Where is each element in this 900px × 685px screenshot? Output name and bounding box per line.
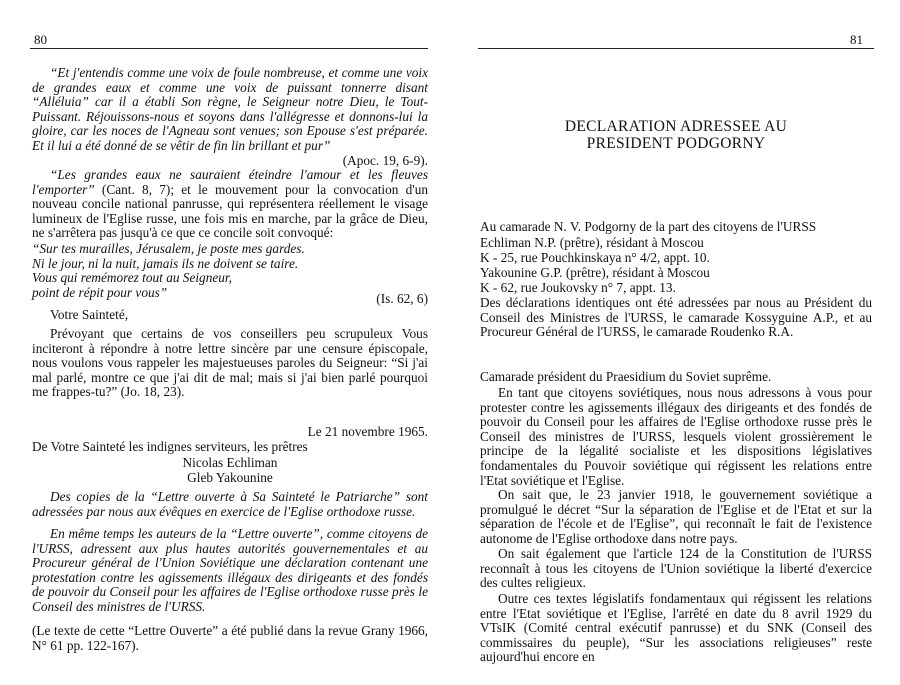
apocalypse-quote: [32, 66, 428, 168]
apocalypse-quote-text: “Et j'entendis comme une voix de foule nombreuse, et comme une voix de grandes eaux et comme une voix de puissant tonnerre disant “Alléluia” car il a établi Son règne, le Seigneur notre Dieu, le Tout-Puissant. Réjouissons-nous et soyons dans l'allégresse et donnons-lui la gloire, car les noces de l'Agneau sont venues; son Epouse s'est préparée. Et il lui a été donné de se vêtir de fin lin brillant et pur”: [32, 65, 428, 153]
address-intro: Au camarade N. V. Podgorny de la part des citoyens de l'URSS: [480, 219, 817, 234]
isaiah-poem: [32, 242, 428, 306]
isaiah-ref: (Is. 62, 6): [376, 290, 428, 306]
title-line-2: PRESIDENT PODGORNY: [586, 135, 766, 152]
poem-line-text: point de répit pour vous”: [32, 284, 168, 300]
address-line: K - 62, rue Joukovsky n° 7, appt. 13.: [480, 280, 676, 295]
apocalypse-quote-ref: (Apoc. 19, 6-9).: [342, 152, 428, 168]
letter-closing: De Votre Sainteté les indignes serviteurs, les prêtres: [32, 439, 308, 454]
letter-date: Le 21 novembre 1965.: [307, 424, 428, 439]
canticle-paragraph: [32, 168, 428, 241]
poem-line: Vous qui remémorez tout au Seigneur,: [32, 270, 232, 286]
address-line: Echliman N.P. (prêtre), résidant à Moscou: [480, 235, 704, 250]
copies-note: Des copies de la “Lettre ouverte à Sa Sainteté le Patriarche” sont adressées par nous aux évêques en exercice de l'Eglise orthodoxe russe.: [32, 489, 428, 519]
address-note: Des déclarations identiques ont été adressées par nous au Président du Conseil des Ministres de l'URSS, le camarade Kossyguine A.P., et au Procureur Général de l'URSS, le camarade Roudenko R.A.: [480, 295, 872, 340]
canticle-quote: “Les grandes eaux ne sauraient éteindre l'amour et les fleuves l'emporter”: [32, 167, 428, 197]
signatory-2: Gleb Yakounine: [187, 470, 273, 485]
signatory-1: Nicolas Echliman: [182, 455, 278, 470]
body-paragraph-4: Outre ces textes législatifs fondamentaux qui régissent les relations entre l'Etat soviétique et l'Eglise, l'arrêté en date du 8 avril 1929 du VTsIK (Comité central exécutif panrusse) et du SNK (Conseil des commissaires du peuple), “Sur les associations religieuses” reste aujourd'hui encore en: [480, 591, 872, 665]
body-paragraph-1: En tant que citoyens soviétiques, nous nous adressons à vous pour protester contre les agissements illégaux des dirigeants et des fondés de pouvoir du Conseil pour les affaires de l'Eglise orthodoxe russe près le Conseil des ministres de l'URSS, lesquels violent grossièrement le principe de la légalité socialiste et les dispositions législatives fondamentales du Pouvoir soviétique qui régissent les relations entre l'Etat soviétique et l'Eglise.: [480, 385, 872, 488]
forewarning-paragraph: Prévoyant que certains de vos conseillers peu scrupuleux Vous inciteront à répondre à notre lettre sincère par une censure épiscopale, nous voulons vous rappeler les majestueuses paroles du Seigneur: “Si j'ai mal parlé, montre ce que j'ai dit de mal; mais si j'ai bien parlé pourquoi me frappes-tu?” (Jo. 18, 23).: [32, 326, 428, 400]
body-paragraph-3: On sait également que l'article 124 de la Constitution de l'URSS reconnaît à tous les citoyens de l'Union soviétique la liberté d'exercice des cultes religieux.: [480, 546, 872, 591]
address-line: Yakounine G.P. (prêtre), résidant à Moscou: [480, 265, 710, 280]
left-page-number: 80: [34, 32, 47, 47]
body-paragraph-2: On sait que, le 23 janvier 1918, le gouvernement soviétique a promulgué le décret “Sur la séparation de l'Eglise et de l'Etat et sur la séparation de l'école et de l'Eglise”, qui reconnaît le fait de l'existence autonome de l'Eglise orthodoxe dans notre pays.: [480, 487, 872, 546]
publication-note: (Le texte de cette “Lettre Ouverte” a été publié dans la revue Grany 1966, N° 61 pp. 122-167).: [32, 623, 428, 653]
salutation: Votre Sainteté,: [50, 307, 129, 322]
left-header-rule: [30, 48, 428, 49]
poem-line: Ni le jour, ni la nuit, jamais ils ne doivent se taire.: [32, 255, 299, 271]
poem-line: “Sur tes murailles, Jérusalem, je poste mes gardes.: [32, 241, 305, 256]
title-line-1: DECLARATION ADRESSEE AU: [564, 118, 788, 135]
page-title: [480, 118, 872, 152]
greeting: Camarade président du Praesidium du Soviet suprême.: [480, 369, 772, 384]
poem-line: [32, 284, 428, 306]
right-header-rule: [478, 48, 874, 49]
right-page: [450, 0, 900, 685]
canticle-paragraph-text: (Cant. 8, 7); et le mouvement pour la convocation d'un nouveau concile national panrusse, qui représentera réellement le visage lumineux de l'Eglise russe, une fois mis en marche, par la grâce de Dieu, ne s'arrêtera pas jusqu'à ce que ce concile soit convoqué:: [32, 181, 428, 241]
declaration-note: En même temps les auteurs de la “Lettre ouverte”, comme citoyens de l'URSS, adressent aux plus hautes autorités gouvernementales et au Procureur général de l'Union Soviétique une déclaration contenant une protestation contre les agissements illégaux des dirigeants et des fondés de pouvoir du Conseil pour les affaires de l'Eglise orthodoxe russe près le Conseil des ministres de l'URSS.: [32, 526, 428, 614]
right-page-number: 81: [850, 32, 863, 47]
address-line: K - 25, rue Pouchkinskaya n° 4/2, appt. 10.: [480, 250, 710, 265]
